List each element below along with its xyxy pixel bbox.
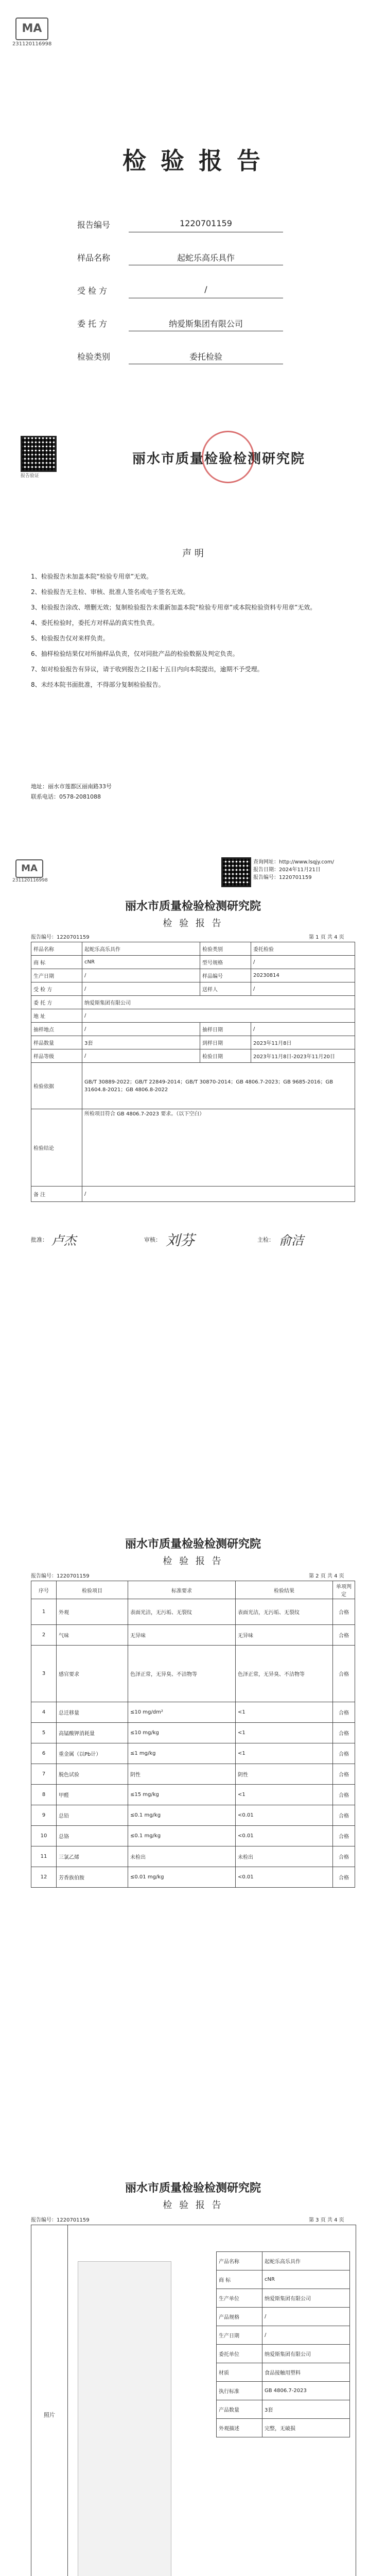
cell-value: 3套	[82, 1036, 200, 1049]
column-header: 单项判定	[333, 1581, 355, 1599]
cell-item: 高锰酸钾消耗量	[57, 1723, 128, 1743]
cell-value: /	[262, 2326, 350, 2345]
qr-info-number: 报告编号：1220701159	[253, 875, 312, 880]
qr-code	[221, 857, 251, 887]
institute-name: 丽水市质量检验检测研究院	[132, 451, 305, 467]
cell-verdict: 合格	[333, 1599, 355, 1625]
cell-value: /	[82, 1009, 355, 1023]
table-header-row	[31, 1581, 355, 1599]
statement-item: 6、抽样检验结果仅对所抽样品负责，仅对同批产品的检验数据及判定负责。	[31, 650, 239, 657]
table-row	[31, 1009, 355, 1023]
cell-value: 委托检验	[251, 942, 355, 956]
sample-info-table	[216, 2251, 350, 2437]
qr-info	[253, 858, 334, 882]
table-row	[31, 1826, 355, 1846]
table-row	[217, 2308, 350, 2326]
table-row	[31, 1846, 355, 1867]
table-row	[217, 2326, 350, 2345]
cell-label: 检验日期	[200, 1049, 251, 1063]
cell-label: 地 址	[31, 1009, 82, 1023]
qr-info-url: 查询网址：http://www.lsqjy.com/	[253, 859, 334, 865]
statement-item: 4、委托检验时，委托方对样品的真实性负责。	[31, 619, 159, 626]
report-title: 检 验 报 告	[163, 1556, 223, 1567]
cell-label: 检验结论	[31, 1109, 82, 1187]
cell-verdict: 合格	[333, 1764, 355, 1785]
report-page-1	[0, 855, 386, 1468]
report-number: 报告编号：1220701159	[31, 2217, 90, 2223]
cell-value: /	[251, 1023, 355, 1036]
cell-item: 三氯乙烯	[57, 1846, 128, 1867]
product-photo-placeholder	[78, 2261, 171, 2576]
cma-code: 231120116998	[12, 878, 48, 883]
cell-index: 8	[31, 1785, 57, 1805]
results-table	[31, 1581, 355, 1888]
table-row	[31, 982, 355, 996]
cell-requirement: 色泽正常，无异臭、不洁物等	[128, 1646, 236, 1702]
table-row	[31, 969, 355, 982]
cell-verdict: 合格	[333, 1702, 355, 1723]
field-value: 纳爱斯集团有限公司	[168, 319, 243, 329]
cell-verdict: 合格	[333, 1846, 355, 1867]
table-row	[31, 1023, 355, 1036]
cell-item: 总铬	[57, 1826, 128, 1846]
cell-value: 起蛇乐高乐具作	[82, 942, 200, 956]
table-row	[31, 1063, 355, 1109]
field-value: 1220701159	[180, 218, 232, 228]
cell-value: 食品接触用塑料	[262, 2363, 350, 2382]
table-row	[31, 1764, 355, 1785]
cell-label: 受 检 方	[31, 982, 82, 996]
qr-caption: 报告验证	[21, 473, 40, 479]
table-row	[217, 2400, 350, 2419]
cell-item: 气味	[57, 1625, 128, 1646]
cell-index: 2	[31, 1625, 57, 1646]
table-row	[217, 2382, 350, 2400]
cell-requirement: 未检出	[128, 1846, 236, 1867]
column-header: 序号	[31, 1581, 57, 1599]
cell-index: 1	[31, 1599, 57, 1625]
institute-name: 丽水市质量检验检测研究院	[125, 1538, 261, 1551]
cell-value: 纳爱斯集团有限公司	[262, 2345, 350, 2363]
field-value: /	[204, 284, 207, 294]
cell-label: 外观描述	[217, 2419, 262, 2437]
report-info-table	[31, 942, 355, 1202]
cell-label: 生产单位	[217, 2289, 262, 2308]
table-row	[31, 1805, 355, 1826]
table-row	[31, 1187, 355, 1202]
cell-label: 检验依据	[31, 1063, 82, 1109]
cell-item: 甲醛	[57, 1785, 128, 1805]
cma-logo	[15, 859, 43, 878]
institute-name: 丽水市质量检验检测研究院	[125, 900, 261, 913]
footer-phone: 联系电话：0578-2081088	[31, 793, 101, 800]
cover-fields	[77, 213, 309, 378]
table-row	[31, 956, 355, 969]
cell-value: 完整，无破损	[262, 2419, 350, 2437]
statement-item: 3、检验报告涂改、增删无效；复制检验报告未重新加盖本院“检验专用章”或本院检验资料专用章”无效。	[31, 604, 317, 611]
cover-page	[0, 0, 386, 822]
table-row	[31, 1109, 355, 1187]
cell-index: 7	[31, 1764, 57, 1785]
institute-seal	[202, 431, 254, 483]
qr-info-date: 报告日期：2024年11月21日	[253, 867, 321, 873]
statement-item: 1、检验报告未加盖本院“检验专用章”无效。	[31, 573, 153, 580]
report-page-2	[0, 1525, 386, 2117]
cell-label: 生产日期	[31, 969, 82, 982]
cma-logo-text: MA	[22, 22, 42, 35]
cell-result: <1	[236, 1702, 333, 1723]
table-row	[217, 2345, 350, 2363]
cell-label: 产品名称	[217, 2252, 262, 2270]
report-number: 报告编号：1220701159	[31, 1573, 90, 1579]
field-label: 委 托 方	[77, 319, 108, 329]
cell-label: 检验类别	[200, 942, 251, 956]
cma-code: 231120116998	[12, 41, 52, 47]
report-number: 报告编号：1220701159	[31, 935, 90, 940]
cell-requirement: 无异味	[128, 1625, 236, 1646]
cover-field-row	[77, 213, 309, 246]
institute-name: 丽水市质量检验检测研究院	[125, 2182, 261, 2195]
cell-value: cNR	[262, 2270, 350, 2289]
cell-value: /	[262, 2308, 350, 2326]
table-row	[31, 1723, 355, 1743]
statement-item: 2、检验报告无主检、审核、批准人签名或电子签名无效。	[31, 588, 189, 596]
statement-item: 5、检验报告仅对来样负责。	[31, 635, 109, 642]
cell-label: 产品规格	[217, 2308, 262, 2326]
cell-verdict: 合格	[333, 1646, 355, 1702]
cell-index: 6	[31, 1743, 57, 1764]
statement-list	[31, 572, 360, 696]
table-row	[31, 1036, 355, 1049]
cell-label: 商 标	[31, 956, 82, 969]
cell-result: 无异味	[236, 1625, 333, 1646]
cell-requirement: ≤10 mg/dm²	[128, 1702, 236, 1723]
column-header: 检验结果	[236, 1581, 333, 1599]
cell-value: 纳爱斯集团有限公司	[82, 996, 355, 1009]
cell-value: 2023年11月8日-2023年11月20日	[251, 1049, 355, 1063]
cover-field-row	[77, 345, 309, 378]
cell-label: 抽样日期	[200, 1023, 251, 1036]
cell-verdict: 合格	[333, 1867, 355, 1888]
cell-label: 送样人	[200, 982, 251, 996]
table-row	[217, 2252, 350, 2270]
cell-label: 产品数量	[217, 2400, 262, 2419]
report-title: 检 验 报 告	[163, 918, 223, 929]
cell-value: /	[82, 1049, 200, 1063]
table-row	[31, 1867, 355, 1888]
cell-item: 总迁移量	[57, 1702, 128, 1723]
statement-title: 声 明	[182, 548, 204, 559]
field-value: 起蛇乐高乐具作	[177, 253, 235, 263]
cell-label: 到样日期	[200, 1036, 251, 1049]
table-row	[217, 2363, 350, 2382]
cell-result: <1	[236, 1785, 333, 1805]
cover-title: 检 验 报 告	[122, 147, 264, 175]
cell-verdict: 合格	[333, 1805, 355, 1826]
field-label: 样品名称	[77, 253, 111, 263]
cell-label: 样品等级	[31, 1049, 82, 1063]
field-label: 报告编号	[77, 220, 111, 230]
cell-verdict: 合格	[333, 1785, 355, 1805]
table-row	[31, 1049, 355, 1063]
cover-field-row	[77, 312, 309, 345]
qr-code	[21, 436, 57, 472]
table-row	[31, 1785, 355, 1805]
cell-label: 委托单位	[217, 2345, 262, 2363]
cell-label: 样品名称	[31, 942, 82, 956]
table-row	[217, 2270, 350, 2289]
cell-item: 外观	[57, 1599, 128, 1625]
cell-index: 9	[31, 1805, 57, 1826]
cell-index: 5	[31, 1723, 57, 1743]
statement-item: 7、如对检验报告有异议，请于收到报告之日起十五日内向本院提出，逾期不予受理。	[31, 666, 264, 673]
cell-index: 4	[31, 1702, 57, 1723]
cell-value: 2023年11月8日	[251, 1036, 355, 1049]
cell-result: <0.01	[236, 1805, 333, 1826]
page-indicator: 第 3 页 共 4 页	[309, 2217, 344, 2223]
cell-value: 起蛇乐高乐具作	[262, 2252, 350, 2270]
table-row	[217, 2419, 350, 2437]
remark: /	[82, 1187, 355, 1202]
cell-index: 3	[31, 1646, 57, 1702]
cell-verdict: 合格	[333, 1826, 355, 1846]
cell-value: GB 4806.7-2023	[262, 2382, 350, 2400]
test-basis: GB/T 30889-2022；GB/T 22849-2014；GB/T 30870-2014；GB 4806.7-2023；GB 9685-2016；GB 31604.8-2021；GB 4806.8-2022	[82, 1063, 355, 1109]
table-row	[31, 1702, 355, 1723]
cell-result: 色泽正常，无异臭、不洁物等	[236, 1646, 333, 1702]
table-row	[31, 942, 355, 956]
field-value: 委托检验	[189, 352, 222, 362]
cell-item: 芳香族伯胺	[57, 1867, 128, 1888]
cell-value: /	[82, 1023, 200, 1036]
field-label: 受 检 方	[77, 286, 108, 296]
table-row	[31, 1646, 355, 1702]
conclusion: 所检项目符合 GB 4806.7-2023 要求。（以下空白）	[82, 1109, 355, 1187]
cell-label: 抽样地点	[31, 1023, 82, 1036]
sig-label-main: 主检：	[257, 1236, 274, 1243]
column-header: 标准要求	[128, 1581, 236, 1599]
cell-item: 总铅	[57, 1805, 128, 1826]
footer-address: 地址：丽水市莲都区丽南路33号	[31, 783, 112, 790]
cell-value: /	[251, 982, 355, 996]
cell-label: 型号规格	[200, 956, 251, 969]
cell-value: 20230814	[251, 969, 355, 982]
cell-label: 备 注	[31, 1187, 82, 1202]
signature-review: 刘芬	[166, 1232, 195, 1249]
cell-result: <1	[236, 1743, 333, 1764]
cell-index: 12	[31, 1867, 57, 1888]
cell-requirement: ≤0.01 mg/kg	[128, 1867, 236, 1888]
cma-logo	[15, 18, 48, 40]
cell-value: /	[82, 982, 200, 996]
cell-label: 委 托 方	[31, 996, 82, 1009]
cell-item: 脱色试验	[57, 1764, 128, 1785]
cell-label: 材质	[217, 2363, 262, 2382]
page-indicator: 第 2 页 共 4 页	[309, 1573, 344, 1579]
cell-requirement: ≤0.1 mg/kg	[128, 1805, 236, 1826]
cell-requirement: ≤15 mg/kg	[128, 1785, 236, 1805]
cell-index: 11	[31, 1846, 57, 1867]
cell-value: /	[82, 969, 200, 982]
report-title: 检 验 报 告	[163, 2200, 223, 2211]
cell-verdict: 合格	[333, 1625, 355, 1646]
table-row	[31, 1625, 355, 1646]
table-row	[217, 2289, 350, 2308]
cover-field-row	[77, 279, 309, 312]
cma-logo-text: MA	[21, 863, 38, 874]
cover-field-row	[77, 246, 309, 279]
column-header: 检验项目	[57, 1581, 128, 1599]
cell-label: 样品编号	[200, 969, 251, 982]
cell-label: 执行标准	[217, 2382, 262, 2400]
report-page-3	[0, 2164, 386, 2576]
cell-index: 10	[31, 1826, 57, 1846]
table-row	[31, 1599, 355, 1625]
signature-approve: 卢杰	[51, 1233, 76, 1248]
cell-label: 样品数量	[31, 1036, 82, 1049]
field-label: 检验类别	[77, 352, 111, 362]
cell-result: 表面光洁，无污垢、无裂纹	[236, 1599, 333, 1625]
cell-requirement: ≤10 mg/kg	[128, 1723, 236, 1743]
cell-value: /	[251, 956, 355, 969]
statement-item: 8、未经本院书面批准，不得部分复制检验报告。	[31, 681, 165, 688]
cell-verdict: 合格	[333, 1723, 355, 1743]
photo-side-label: 照片	[44, 2412, 55, 2418]
table-row	[31, 1743, 355, 1764]
signature-main: 俞洁	[279, 1233, 304, 1248]
cell-result: 未检出	[236, 1846, 333, 1867]
table-row	[31, 996, 355, 1009]
cell-verdict: 合格	[333, 1743, 355, 1764]
cell-item: 重金属（以Pb计）	[57, 1743, 128, 1764]
page-indicator: 第 1 页 共 4 页	[309, 935, 344, 940]
cell-requirement: 表面光洁，无污垢、无裂纹	[128, 1599, 236, 1625]
signature-row	[31, 1226, 355, 1252]
cell-item: 感官要求	[57, 1646, 128, 1702]
cell-result: <1	[236, 1723, 333, 1743]
cell-label: 商 标	[217, 2270, 262, 2289]
cell-value: 3套	[262, 2400, 350, 2419]
cell-requirement: ≤0.1 mg/kg	[128, 1826, 236, 1846]
cell-result: <0.01	[236, 1826, 333, 1846]
cell-requirement: 阴性	[128, 1764, 236, 1785]
sig-label-review: 审核：	[144, 1236, 161, 1243]
cell-value: 纳爱斯集团有限公司	[262, 2289, 350, 2308]
cell-requirement: ≤1 mg/kg	[128, 1743, 236, 1764]
cell-result: <0.01	[236, 1867, 333, 1888]
cell-value: cNR	[82, 956, 200, 969]
cell-label: 生产日期	[217, 2326, 262, 2345]
sig-label-approve: 批准：	[31, 1236, 48, 1243]
cell-result: 阴性	[236, 1764, 333, 1785]
